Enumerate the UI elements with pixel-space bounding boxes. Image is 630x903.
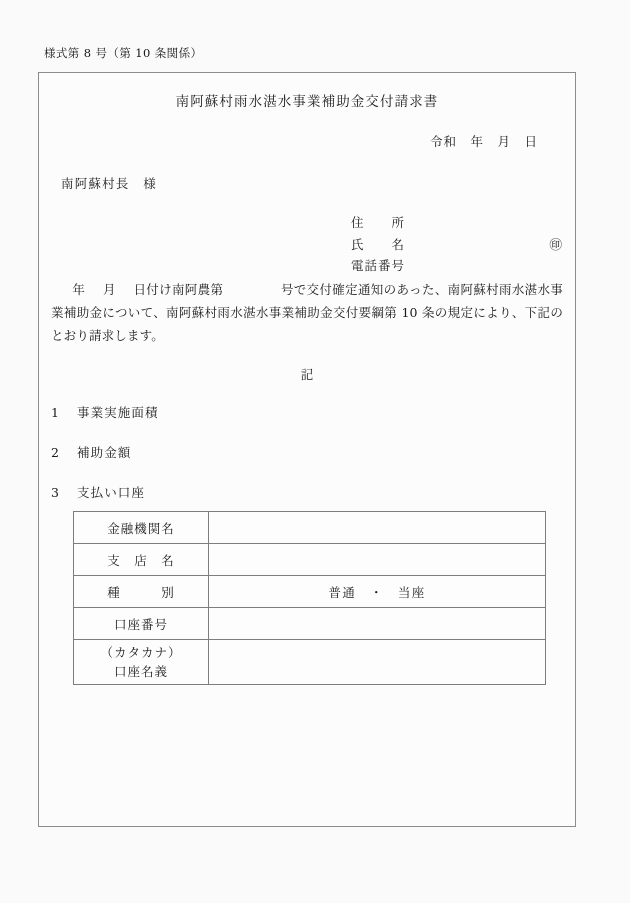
body-month-label: 月 xyxy=(102,282,116,297)
account-holder-name-label: 口座名義 xyxy=(113,664,168,679)
ki-heading: 記 xyxy=(300,367,314,382)
item-label: 事業実施面積 xyxy=(77,405,159,420)
date-line: 令和 年 月 日 xyxy=(429,134,538,149)
body-notice-prefix: 日付け南阿農第 xyxy=(133,282,224,297)
applicant-name-row xyxy=(351,234,563,256)
account-holder-katakana-label: （カタカナ） xyxy=(100,645,182,660)
row-value-account-type[interactable]: 普通 ・ 当座 xyxy=(209,576,546,608)
document-body xyxy=(39,73,575,826)
numbered-item-list xyxy=(51,405,563,525)
item-number: 3 xyxy=(51,485,59,500)
row-value-account-number[interactable] xyxy=(209,608,546,640)
body-line2: 助金について、南阿蘇村雨水湛水事業補助金交付要綱第 10 条の規定により、下記のとお xyxy=(51,305,563,343)
table-row xyxy=(74,512,546,544)
item-label: 補助金額 xyxy=(77,445,132,460)
list-item xyxy=(51,445,563,485)
body-year-label: 年 xyxy=(72,282,86,297)
applicant-block xyxy=(351,212,563,277)
document-page-frame xyxy=(38,72,576,827)
applicant-address-label: 住 所 xyxy=(351,215,406,230)
list-item xyxy=(51,405,563,445)
item-number: 1 xyxy=(51,405,59,420)
row-value-account-holder[interactable] xyxy=(209,640,546,685)
seal-stamp-icon: ㊞ xyxy=(549,236,563,252)
addressee-line: 南阿蘇村長 様 xyxy=(61,176,157,191)
form-number: 様式第 8 号（第 10 条関係） xyxy=(44,46,203,60)
body-line1-tail: 号で交付確定通知のあった、南阿蘇村雨水湛水事業補 xyxy=(51,282,563,320)
table-row xyxy=(74,640,546,685)
document-title: 南阿蘇村雨水湛水事業補助金交付請求書 xyxy=(175,94,439,110)
table-row xyxy=(74,608,546,640)
row-label-branch-name: 支 店 名 xyxy=(74,544,209,576)
applicant-phone-label: 電話番号 xyxy=(351,258,406,273)
row-label-account-type: 種 別 xyxy=(74,576,209,608)
table-row xyxy=(74,576,546,608)
applicant-address-row xyxy=(351,212,563,234)
payment-account-table xyxy=(73,511,546,685)
item-label: 支払い口座 xyxy=(77,485,146,500)
row-label-account-number: 口座番号 xyxy=(74,608,209,640)
applicant-phone-row xyxy=(351,255,563,277)
table-row xyxy=(74,544,546,576)
row-value-financial-institution[interactable] xyxy=(209,512,546,544)
applicant-name-label: 氏 名 xyxy=(351,236,406,252)
item-number: 2 xyxy=(51,445,59,460)
row-value-branch-name[interactable] xyxy=(209,544,546,576)
row-label-financial-institution: 金融機関名 xyxy=(74,512,209,544)
request-body-paragraph xyxy=(51,278,563,347)
body-line3: り請求します。 xyxy=(76,328,164,343)
row-label-account-holder xyxy=(74,640,209,685)
